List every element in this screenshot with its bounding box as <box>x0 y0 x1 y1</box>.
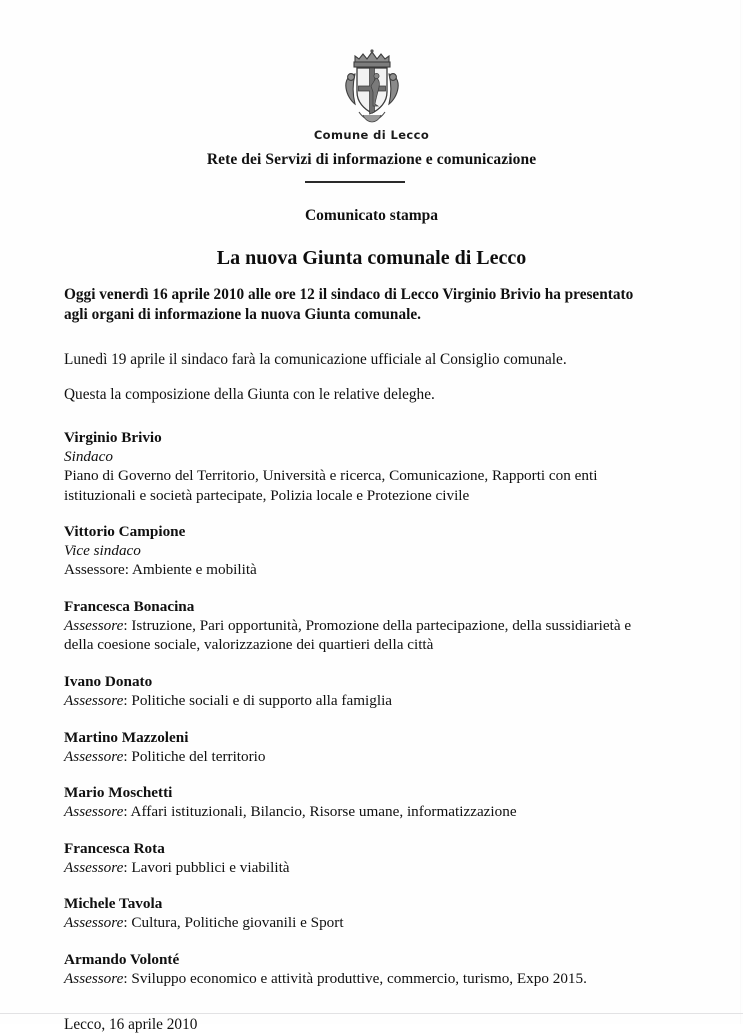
member-deleghe-label: Assessore <box>64 692 123 709</box>
list-item <box>64 522 642 580</box>
member-role: Sindaco <box>64 447 642 466</box>
member-name: Michele Tavola <box>64 894 642 913</box>
member-name: Mario Moschetti <box>64 783 642 802</box>
member-deleghe-label: Assessore <box>64 970 123 987</box>
member-deleghe-label: Assessore <box>64 859 123 876</box>
emblem-caption: Comune di Lecco <box>0 128 743 142</box>
department-line: Rete dei Servizi di informazione e comunicazione <box>0 151 743 169</box>
member-deleghe: Assessore: Sviluppo economico e attività produttive, commercio, turismo, Expo 2015. <box>64 969 642 988</box>
letterhead-emblem-block <box>0 46 743 142</box>
member-name: Ivano Donato <box>64 672 642 691</box>
member-name: Francesca Rota <box>64 839 642 858</box>
member-deleghe: Assessore: Politiche del territorio <box>64 747 642 766</box>
body-paragraph-2: Questa la composizione della Giunta con le relative deleghe. <box>64 370 642 406</box>
member-deleghe-text: Istruzione, Pari opportunità, Promozione della partecipazione, della sussidiarietà e della coesione sociale, valorizzazione dei quartieri della città <box>64 617 631 653</box>
lecco-coat-of-arms-icon <box>329 46 415 126</box>
member-deleghe: Assessore: Affari istituzionali, Bilancio, Risorse umane, informatizzazione <box>64 802 642 821</box>
page-title: La nuova Giunta comunale di Lecco <box>0 247 743 270</box>
member-role: Vice sindaco <box>64 541 642 560</box>
list-item <box>64 894 642 933</box>
member-deleghe: Assessore: Lavori pubblici e viabilità <box>64 858 642 877</box>
member-name: Vittorio Campione <box>64 522 642 541</box>
member-deleghe: Assessore: Istruzione, Pari opportunità, Promozione della partecipazione, della sussidiarietà e della coesione sociale, valorizzazione dei quartieri della città <box>64 616 642 655</box>
list-item <box>64 728 642 767</box>
list-item <box>64 839 642 878</box>
member-deleghe-text: Piano di Governo del Territorio, Università e ricerca, Comunicazione, Rapporti con enti istituzionali e società partecipate, Polizia locale e Protezione civile <box>64 467 597 503</box>
member-deleghe-label: Assessore <box>64 803 123 820</box>
document-body <box>64 285 642 1034</box>
document-kicker: Comunicato stampa <box>0 207 743 225</box>
list-item <box>64 672 642 711</box>
member-deleghe: Assessore: Ambiente e mobilità <box>64 560 642 579</box>
member-deleghe-text: Sviluppo economico e attività produttive, commercio, turismo, Expo 2015. <box>131 970 587 987</box>
list-item <box>64 597 642 655</box>
member-deleghe: Assessore: Politiche sociali e di supporto alla famiglia <box>64 691 642 710</box>
member-deleghe: Assessore: Cultura, Politiche giovanili e Sport <box>64 913 642 932</box>
member-deleghe-text: Politiche del territorio <box>131 748 265 765</box>
list-item <box>64 428 642 505</box>
header-divider <box>305 181 405 183</box>
member-name: Armando Volonté <box>64 950 642 969</box>
member-deleghe-text: Lavori pubblici e viabilità <box>131 859 289 876</box>
lede-paragraph: Oggi venerdì 16 aprile 2010 alle ore 12 il sindaco di Lecco Virginio Brivio ha presentato agli organi di informazione la nuova Giunta comunale. <box>64 285 642 326</box>
member-deleghe-label: Assessore <box>64 748 123 765</box>
member-name: Martino Mazzoleni <box>64 728 642 747</box>
list-item <box>64 950 642 989</box>
member-deleghe-text: Affari istituzionali, Bilancio, Risorse umane, informatizzazione <box>131 803 517 820</box>
member-name: Francesca Bonacina <box>64 597 642 616</box>
giunta-member-list <box>64 428 642 989</box>
member-deleghe-text: Politiche sociali e di supporto alla famiglia <box>131 692 392 709</box>
list-item <box>64 783 642 822</box>
body-paragraph-1: Lunedì 19 aprile il sindaco farà la comunicazione ufficiale al Consiglio comunale. <box>64 335 642 371</box>
member-deleghe-label: Assessore <box>64 561 125 578</box>
member-deleghe-text: Cultura, Politiche giovanili e Sport <box>131 914 343 931</box>
signoff-line: Lecco, 16 aprile 2010 <box>64 1015 642 1034</box>
member-deleghe <box>64 466 642 505</box>
member-name: Virginio Brivio <box>64 428 642 447</box>
member-deleghe-label: Assessore <box>64 914 123 931</box>
member-deleghe-text: Ambiente e mobilità <box>132 561 257 578</box>
member-deleghe-label: Assessore <box>64 617 123 634</box>
